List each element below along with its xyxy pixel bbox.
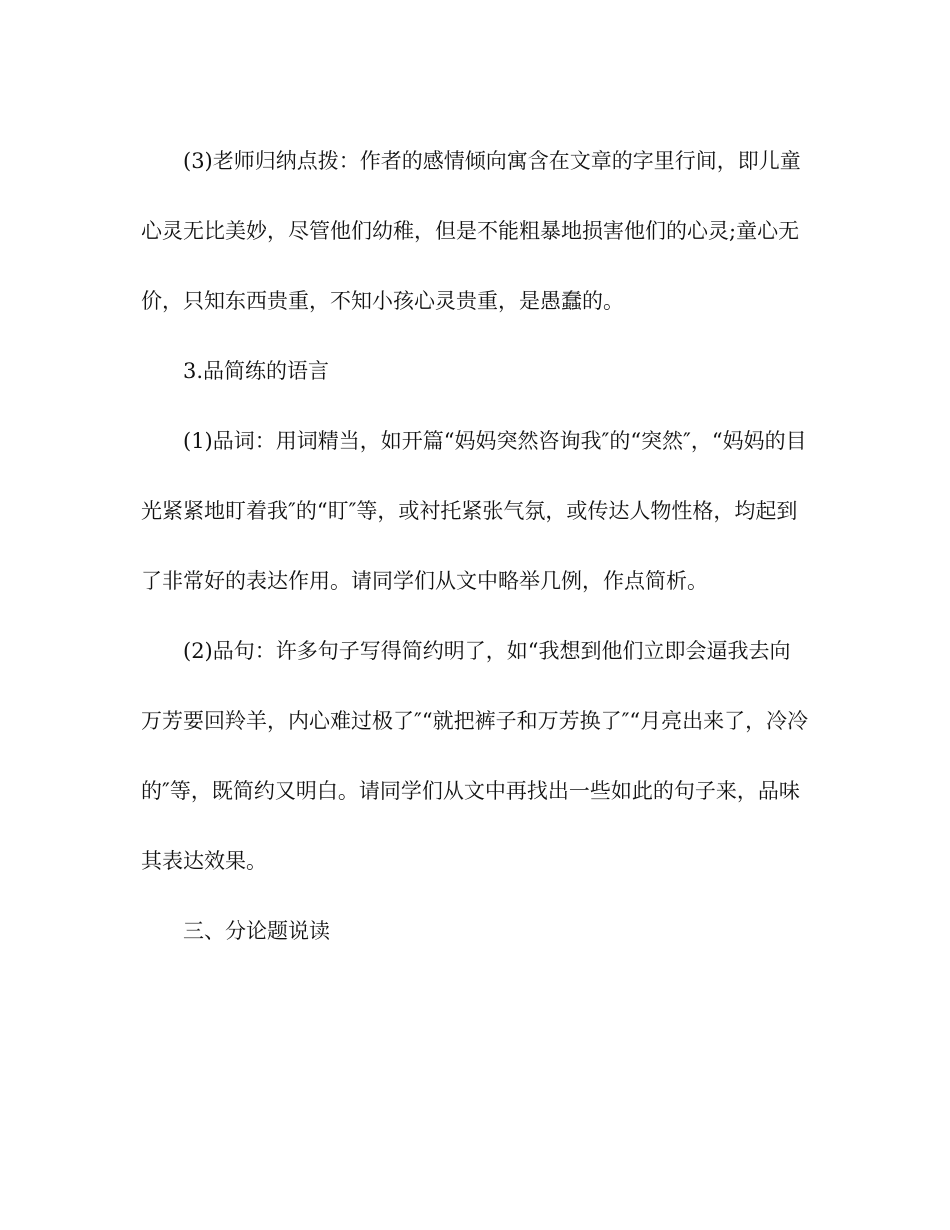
paragraph-sentence-analysis: (2)品句：许多句子写得简约明了，如“我想到他们立即会逼我去向万芳要回羚羊，内心难过极了″“就把裤子和万芳换了″“月亮出来了，冷冷的″等，既简约又明白。请同学们从文中再找出一些如此的句子来，品味其表达效果。 — [141, 639, 809, 873]
section-heading-concise-language: 3.品简练的语言 — [183, 359, 330, 383]
paragraph-word-analysis: (1)品词：用词精当，如开篇“妈妈突然咨询我″的“突然″，“妈妈的目光紧紧地盯着我″的“盯″等，或衬托紧张气氛，或传达人物性格，均起到了非常好的表达作用。请同学们从文中略举几例，作点简析。 — [141, 429, 807, 593]
document-body — [141, 126, 811, 966]
paragraph-teacher-summary: (3)老师归纳点拨：作者的感情倾向寓含在文章的字里行间，即儿童心灵无比美妙，尽管他们幼稚，但是不能粗暴地损害他们的心灵;童心无价，只知东西贵重，不知小孩心灵贵重，是愚蠢的。 — [141, 149, 801, 313]
section-heading-topic-reading: 三、分论题说读 — [183, 919, 330, 943]
